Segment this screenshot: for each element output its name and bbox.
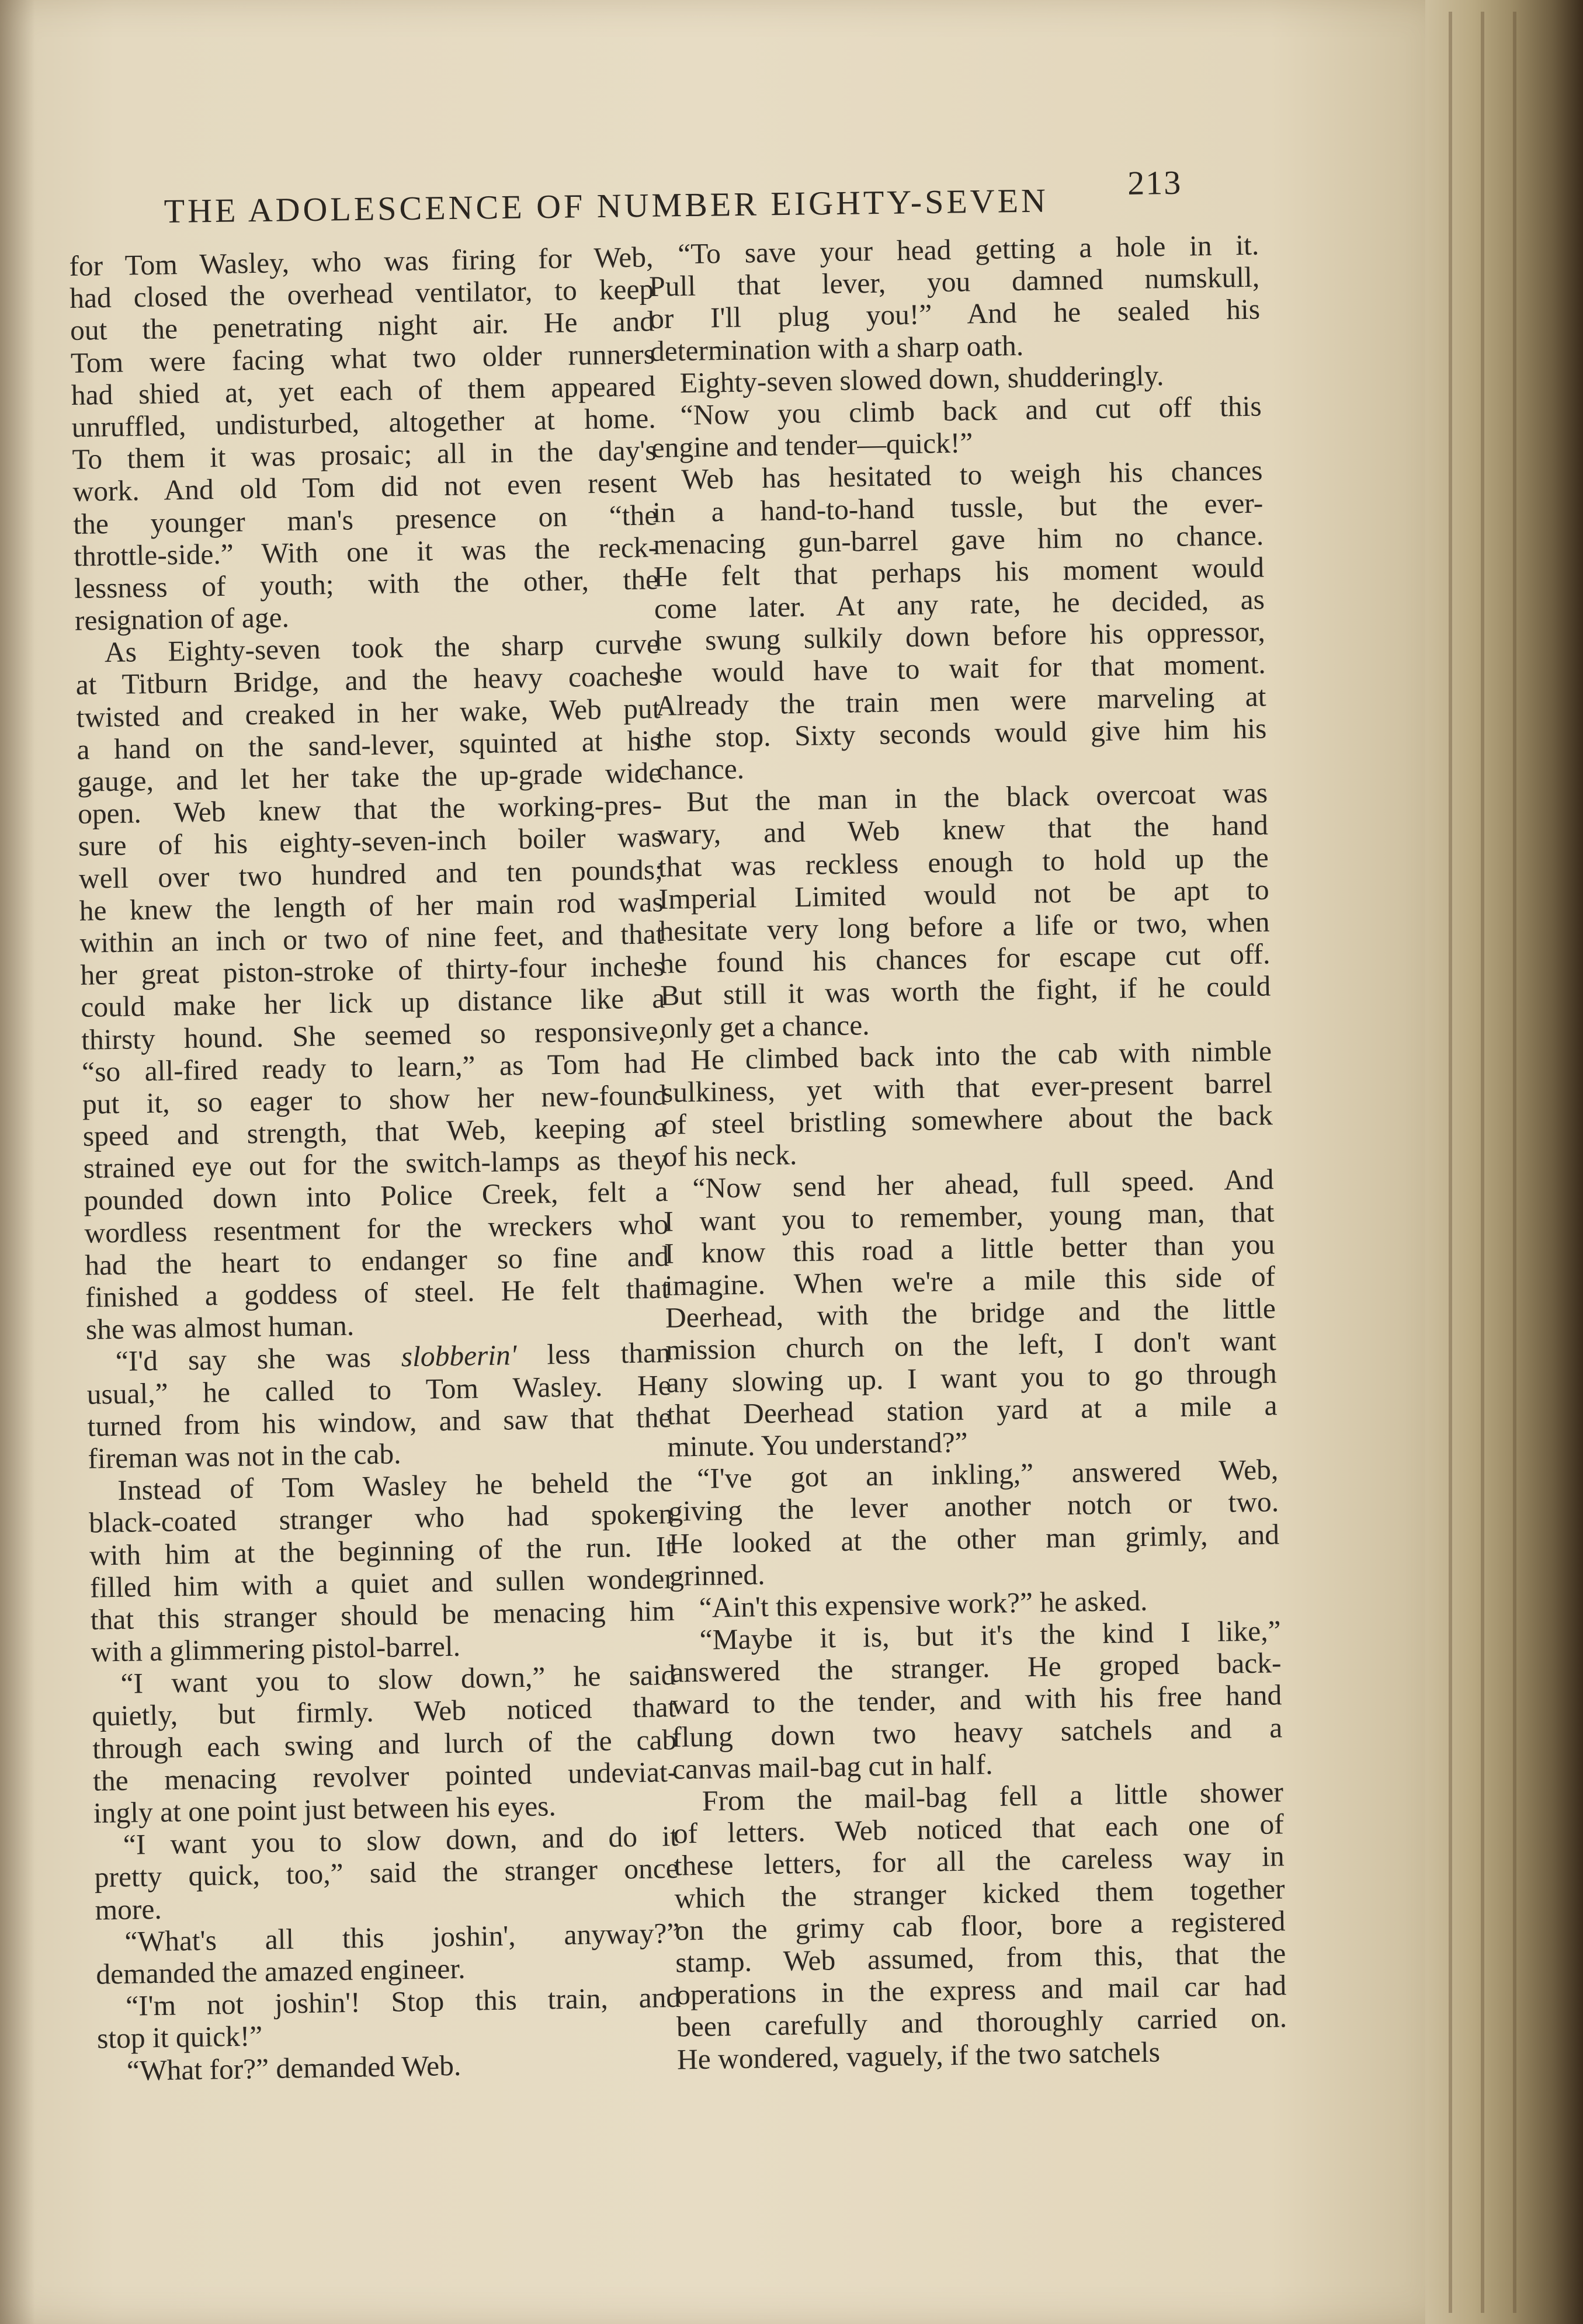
- page-number: 213: [1127, 163, 1182, 202]
- text-line: Tom were facing what two older runners: [70, 337, 655, 379]
- text-line: “I'm not joshin'! Stop this train, and: [125, 1981, 681, 2022]
- text-line: stamp. Web assumed, from this, that the: [675, 1937, 1286, 1979]
- text-line: with a glimmering pistol-barrel.: [91, 1630, 461, 1668]
- text-line: he swung sulkily down before his oppressor,: [654, 615, 1266, 658]
- text-line: engine and tender—quick!”: [651, 426, 973, 464]
- text-line: flung down two heavy satchels and a: [671, 1711, 1283, 1753]
- text-line: these letters, for all the careless way in: [674, 1840, 1285, 1882]
- text-line: Web has hesitated to weigh his chances: [681, 454, 1263, 496]
- text-line: strained eye out for the switch-lamps as they: [83, 1143, 668, 1185]
- text-line: Deerhead, with the bridge and the little: [665, 1292, 1276, 1334]
- text-line: had closed the overhead ventilator, to keep: [69, 273, 654, 315]
- text-line: thirsty hound. She seemed so responsive,: [81, 1014, 666, 1056]
- text-run: “I'd say she was: [115, 1340, 402, 1378]
- text-line: wordless resentment for the wreckers who: [84, 1207, 669, 1249]
- text-line: “so all-fired ready to learn,” as Tom had: [81, 1046, 666, 1088]
- text-line: open. Web knew that the working-pres-: [77, 788, 662, 831]
- text-line: operations in the express and mail car had: [675, 1969, 1287, 2011]
- text-line: But the man in the black overcoat was: [686, 776, 1268, 818]
- text-line: on the grimy cab floor, bore a registered: [675, 1904, 1286, 1947]
- text-line: usual,” he called to Tom Wasley. He: [86, 1368, 672, 1411]
- right-text-column: [648, 229, 1287, 2076]
- page-edge-line: [1513, 12, 1516, 2313]
- text-line: for Tom Wasley, who was firing for Web,: [69, 241, 654, 282]
- text-run: less than: [516, 1336, 671, 1371]
- text-line: been carefully and thoroughly carried on.: [676, 2001, 1287, 2043]
- text-line: within an inch or two of nine feet, and that: [79, 918, 664, 959]
- text-line: wary, and Web knew that the hand: [657, 808, 1269, 851]
- text-line: “To save your head getting a hole in it.: [677, 228, 1259, 270]
- text-line: quietly, but firmly. Web noticed that: [92, 1691, 676, 1733]
- text-line: with him at the beginning of the run. It: [89, 1530, 674, 1572]
- text-line: pounded down into Police Creek, felt a: [84, 1175, 668, 1217]
- text-line: answered the stranger. He groped back-: [671, 1646, 1282, 1689]
- text-line: lessness of youth; with the other, the: [74, 563, 659, 605]
- text-line: speed and strength, that Web, keeping a: [82, 1111, 668, 1152]
- text-line: Pull that lever, you damned numskull,: [648, 260, 1260, 303]
- text-line: “What for?” demanded Web.: [126, 2049, 461, 2087]
- text-line: chance.: [656, 752, 745, 786]
- text-line: that was reckless enough to hold up the: [658, 841, 1269, 883]
- text-line: sure of his eighty-seven-inch boiler was: [78, 821, 663, 863]
- gutter-shadow: [0, 0, 35, 2324]
- text-line: He climbed back into the cab with nimble: [690, 1034, 1272, 1076]
- text-line: ingly at one point just between his eyes.: [93, 1790, 557, 1829]
- text-line: of his neck.: [662, 1138, 797, 1173]
- text-line: “I want you to slow down, and do it: [123, 1820, 679, 1861]
- text-line: determination with a sharp oath.: [650, 329, 1024, 367]
- text-line: at Titburn Bridge, and the heavy coaches: [75, 659, 661, 701]
- page-edge-line: [1481, 12, 1484, 2313]
- text-line: the menacing revolver pointed undeviat-: [92, 1755, 678, 1797]
- text-line: the stop. Sixty seconds would give him his: [656, 712, 1267, 754]
- text-line: the younger man's presence on “the: [72, 498, 658, 540]
- text-line: twisted and creaked in her wake, Web put: [76, 692, 661, 734]
- text-line: fireman was not in the cab.: [88, 1437, 401, 1475]
- text-line: menacing gun-barrel gave him no chance.: [652, 519, 1264, 561]
- text-line: Already the train men were marveling at: [655, 680, 1266, 722]
- text-line: that this stranger should be menacing him: [90, 1594, 675, 1636]
- text-line: “I want you to slow down,” he said: [120, 1659, 676, 1700]
- italic-word: slobberin': [401, 1339, 517, 1373]
- page-edge-line: [1449, 12, 1452, 2313]
- text-line: From the mail-bag fell a little shower: [702, 1776, 1284, 1817]
- text-line: As Eighty-seven took the sharp curve: [104, 627, 660, 669]
- text-line: through each swing and lurch of the cab: [92, 1723, 677, 1765]
- text-line: come later. At any rate, he decided, as: [654, 583, 1265, 625]
- text-line: He looked at the other man grimly, and: [668, 1517, 1280, 1560]
- text-line: I know this road a little better than you: [664, 1228, 1275, 1270]
- text-line: finished a goddess of steel. He felt that: [85, 1272, 670, 1314]
- text-line: “What's all this joshin', anyway?”: [124, 1916, 680, 1958]
- text-line: had the heart to endanger so fine and: [84, 1239, 669, 1281]
- text-line: any slowing up. I want you to go through: [666, 1356, 1277, 1399]
- text-line: He felt that perhaps his moment would: [653, 551, 1265, 593]
- text-line: “Now you climb back and cut off this: [680, 390, 1262, 432]
- stacked-page-edges: [1425, 0, 1583, 2324]
- left-text-column: [69, 241, 682, 2087]
- text-line: “Now send her ahead, full speed. And: [692, 1163, 1274, 1205]
- text-line: only get a chance.: [660, 1008, 870, 1044]
- text-line: pretty quick, too,” said the stranger once: [94, 1852, 679, 1894]
- text-line: unruffled, undisturbed, altogether at home.: [71, 402, 657, 443]
- text-line: stop it quick!”: [96, 2020, 263, 2055]
- text-line: turned from his window, and saw that the: [87, 1401, 672, 1443]
- text-line: But still it was worth the fight, if he could: [659, 970, 1271, 1012]
- text-line: gauge, and let her take the up-grade wide: [77, 756, 662, 798]
- text-line: “Ain't this expensive work?” he asked.: [699, 1584, 1148, 1624]
- text-line: Imperial Limited would not be apt to: [658, 873, 1270, 915]
- text-line: He wondered, vaguely, if the two satchels: [676, 2035, 1161, 2076]
- text-line: in a hand-to-hand tussle, but the ever-: [652, 487, 1263, 529]
- text-line: or I'll plug you!” And he sealed his: [649, 293, 1261, 335]
- running-head: [164, 162, 1239, 239]
- text-line: he found his chances for escape cut off.: [659, 937, 1270, 979]
- text-line: Instead of Tom Wasley he beheld the: [117, 1465, 673, 1507]
- text-line: grinned.: [669, 1558, 765, 1592]
- text-line: sulkiness, yet with that ever-present barrel: [661, 1067, 1273, 1109]
- text-line: resignation of age.: [74, 601, 290, 637]
- text-line: he knew the length of her main rod was: [79, 885, 664, 927]
- text-line: well over two hundred and ten pounds;: [78, 853, 664, 895]
- text-line: Eighty-seven slowed down, shudderingly.: [679, 359, 1164, 399]
- text-line: out the penetrating night air. He and: [70, 305, 655, 347]
- text-line: imagine. When we're a mile this side of: [664, 1260, 1276, 1302]
- text-line: her great piston-stroke of thirty-four inches: [80, 950, 665, 991]
- text-line: demanded the amazed engineer.: [95, 1952, 466, 1990]
- text-line: minute. You understand?”: [667, 1426, 968, 1463]
- text-line: work. And old Tom did not even resent: [72, 466, 657, 508]
- text-line: throttle-side.” With one it was the reck-: [73, 530, 658, 572]
- text-line: a hand on the sand-lever, squinted at his: [77, 724, 661, 766]
- text-line: hesitate very long before a life or two, when: [659, 905, 1270, 947]
- text-line: giving the lever another notch or two.: [668, 1485, 1279, 1528]
- text-line: To them it was prosaic; all in the day's: [72, 434, 657, 476]
- text-line: she was almost human.: [85, 1309, 355, 1346]
- text-line: of letters. Web noticed that each one of: [673, 1808, 1285, 1850]
- text-line: ward to the tender, and with his free hand: [671, 1679, 1282, 1721]
- text-line: could make her lick up distance like a: [80, 982, 665, 1024]
- text-line: canvas mail-bag cut in half.: [672, 1748, 993, 1785]
- text-line: mission church on the left, I don't want: [665, 1324, 1277, 1367]
- text-line: of steel bristling somewhere about the back: [662, 1099, 1273, 1141]
- running-head-title: THE ADOLESCENCE OF NUMBER EIGHTY-SEVEN: [164, 181, 1049, 230]
- text-line: “Maybe it is, but it's the kind I like,”: [699, 1614, 1282, 1656]
- text-line: I want you to remember, young man, that: [664, 1196, 1275, 1238]
- text-line: filled him with a quiet and sullen wonder: [89, 1562, 675, 1604]
- text-line: had shied at, yet each of them appeared: [71, 370, 656, 411]
- text-line: which the stranger kicked them together: [674, 1872, 1285, 1915]
- text-line: more.: [95, 1892, 162, 1926]
- text-line: “I've got an inkling,” answered Web,: [696, 1453, 1279, 1495]
- text-line: he would have to wait for that moment.: [655, 647, 1266, 690]
- text-line: put it, so eager to show her new-found: [82, 1078, 667, 1120]
- text-line: that Deerhead station yard at a mile a: [666, 1389, 1277, 1431]
- text-line: black-coated stranger who had spoken: [88, 1498, 674, 1540]
